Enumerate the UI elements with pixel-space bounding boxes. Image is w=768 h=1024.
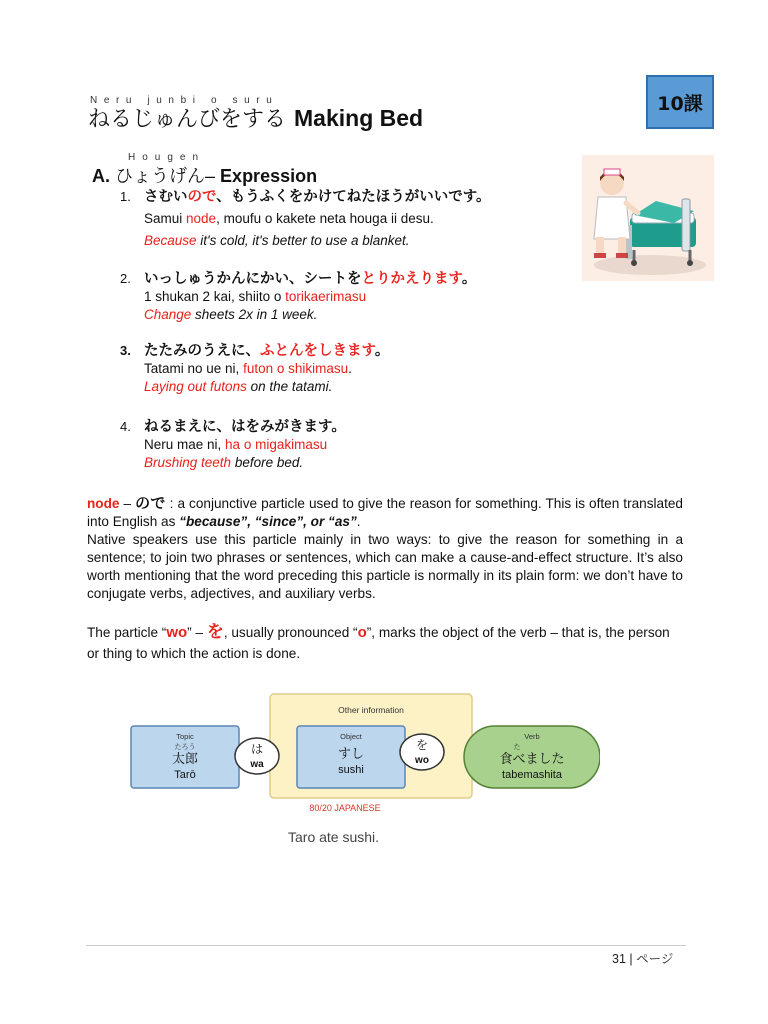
page-footer [612, 949, 673, 967]
item-jp-c: 。 [374, 343, 390, 359]
para2-t4: ”, marks the object of the verb – that is, the person or thing to which the action is done. [87, 625, 670, 661]
section-a-jp: ひょうげん [115, 166, 206, 187]
sentence-structure-diagram [120, 690, 600, 850]
object-romaji: sushi [338, 764, 364, 776]
footer-divider [86, 945, 686, 946]
para1-text2: . [356, 514, 361, 529]
item-english-rest: before bed. [231, 455, 304, 470]
section-a-en: Expression [220, 166, 318, 186]
expression-item-3 [120, 342, 590, 396]
page-title [88, 102, 423, 133]
item-english-highlight: Because [144, 233, 197, 248]
verb-label: Verb [524, 732, 540, 741]
para2-t3: , usually pronounced “ [223, 625, 358, 640]
para1-quote: “because”, “since”, or “as” [179, 514, 357, 529]
section-a-heading [92, 162, 317, 188]
verb-ruby: た [513, 743, 521, 751]
topic-ruby: たろう [174, 743, 196, 751]
item-jp-highlight: ので [187, 189, 217, 205]
node-explanation-paragraph [87, 494, 683, 603]
expression-item-2 [120, 270, 590, 324]
title-ruby: Neru junbi o suru [90, 95, 279, 106]
other-information-label: Other information [338, 705, 404, 715]
item-romaji-a: Samui [144, 211, 187, 226]
expression-item-4 [120, 418, 590, 472]
item-romaji-highlight: futon o shikimasu [243, 361, 349, 376]
term-node-jp: ので [135, 494, 166, 512]
item-jp-a: さむい [144, 189, 188, 205]
item-jp-a: たたみのうえに、 [144, 343, 260, 359]
wa-kana: は [250, 742, 264, 756]
wa-romaji: wa [250, 759, 264, 770]
item-romaji-c: . [348, 361, 352, 376]
para2-t2: ” – [187, 625, 207, 640]
item-english-highlight: Laying out futons [144, 379, 247, 394]
item-romaji-a: Tatami no ue ni, [144, 361, 244, 376]
verb-kanji: 食べました [499, 752, 565, 767]
item-jp-c: 。 [461, 271, 477, 287]
para1-text1: : a conjunctive particle used to give the reason for something. This is often translated into English as [87, 496, 683, 529]
verb-romaji: tabemashita [502, 769, 562, 781]
item-english-rest: it's cold, it's better to use a blanket. [196, 233, 410, 248]
para2-o: o [357, 624, 367, 641]
object-kana: すし [337, 747, 365, 762]
item-romaji-a: Neru mae ni, [144, 437, 226, 452]
para2-t1: The particle “ [87, 625, 167, 640]
item-jp-c: 、もうふくをかけてねたほうがいいです。 [216, 189, 491, 205]
item-number: 3. [120, 343, 131, 358]
topic-label: Topic [176, 732, 194, 741]
item-jp-highlight: ふとんをしきます [260, 343, 375, 359]
topic-kanji: 太郎 [171, 752, 199, 767]
item-number: 1. [120, 189, 131, 204]
wo-kana: を [415, 738, 429, 752]
object-label: Object [340, 732, 362, 741]
term-node: node [87, 496, 120, 511]
footer-separator: | [629, 952, 633, 966]
expression-item-1 [120, 188, 590, 250]
lesson-number-badge: 10課 [646, 75, 714, 129]
brand-label: 80/20 JAPANESE [309, 803, 381, 813]
title-en: Making Bed [294, 105, 424, 131]
item-english-highlight: Brushing teeth [144, 455, 232, 470]
item-romaji-c: , moufu o kakete neta houga ii desu. [216, 211, 434, 226]
wo-romaji: wo [415, 755, 429, 766]
wo-particle-paragraph [87, 622, 683, 664]
item-romaji-highlight: node [186, 211, 217, 226]
para1-text3: Native speakers use this particle mainly in two ways: to give the reason for something in a sentence; to join two phrases or sentences, which can make a cause-and-effect structure. It’s also worth mentioning that the word preceding this particle is normally in its plain form: we don’t have to conjugate verbs, adjectives, and auxiliary verbs. [87, 532, 683, 601]
para2-wo: wo [166, 624, 188, 641]
nurse-bed-illustration [582, 155, 714, 281]
item-english-rest: sheets 2x in 1 week. [191, 307, 318, 322]
item-english-highlight: Change [144, 307, 192, 322]
item-romaji-a: 1 shukan 2 kai, shiito o [144, 289, 286, 304]
title-jp: ねるじゅんびをする [88, 107, 287, 132]
item-jp-highlight: とりかえります [361, 271, 462, 287]
page-number: 31 [612, 952, 626, 966]
diagram-caption: Taro ate sushi. [288, 829, 380, 845]
topic-romaji: Tarō [174, 769, 196, 781]
item-number: 2. [120, 271, 131, 286]
section-a-ruby: Hougen [128, 152, 206, 163]
section-a-label: A. [92, 166, 110, 186]
item-english-rest: on the tatami. [246, 379, 333, 394]
section-a-dash: – [205, 166, 216, 186]
item-jp-a: ねるまえに、はをみがきます。 [144, 419, 346, 435]
item-romaji-highlight: torikaerimasu [285, 289, 367, 304]
para2-kana: を [206, 622, 224, 642]
term-dash: – [119, 496, 136, 511]
item-number: 4. [120, 419, 131, 434]
item-romaji-highlight: ha o migakimasu [225, 437, 328, 452]
page-label: ページ [636, 951, 674, 966]
item-jp-a: いっしゅうかんにかい、シートを [144, 271, 362, 287]
